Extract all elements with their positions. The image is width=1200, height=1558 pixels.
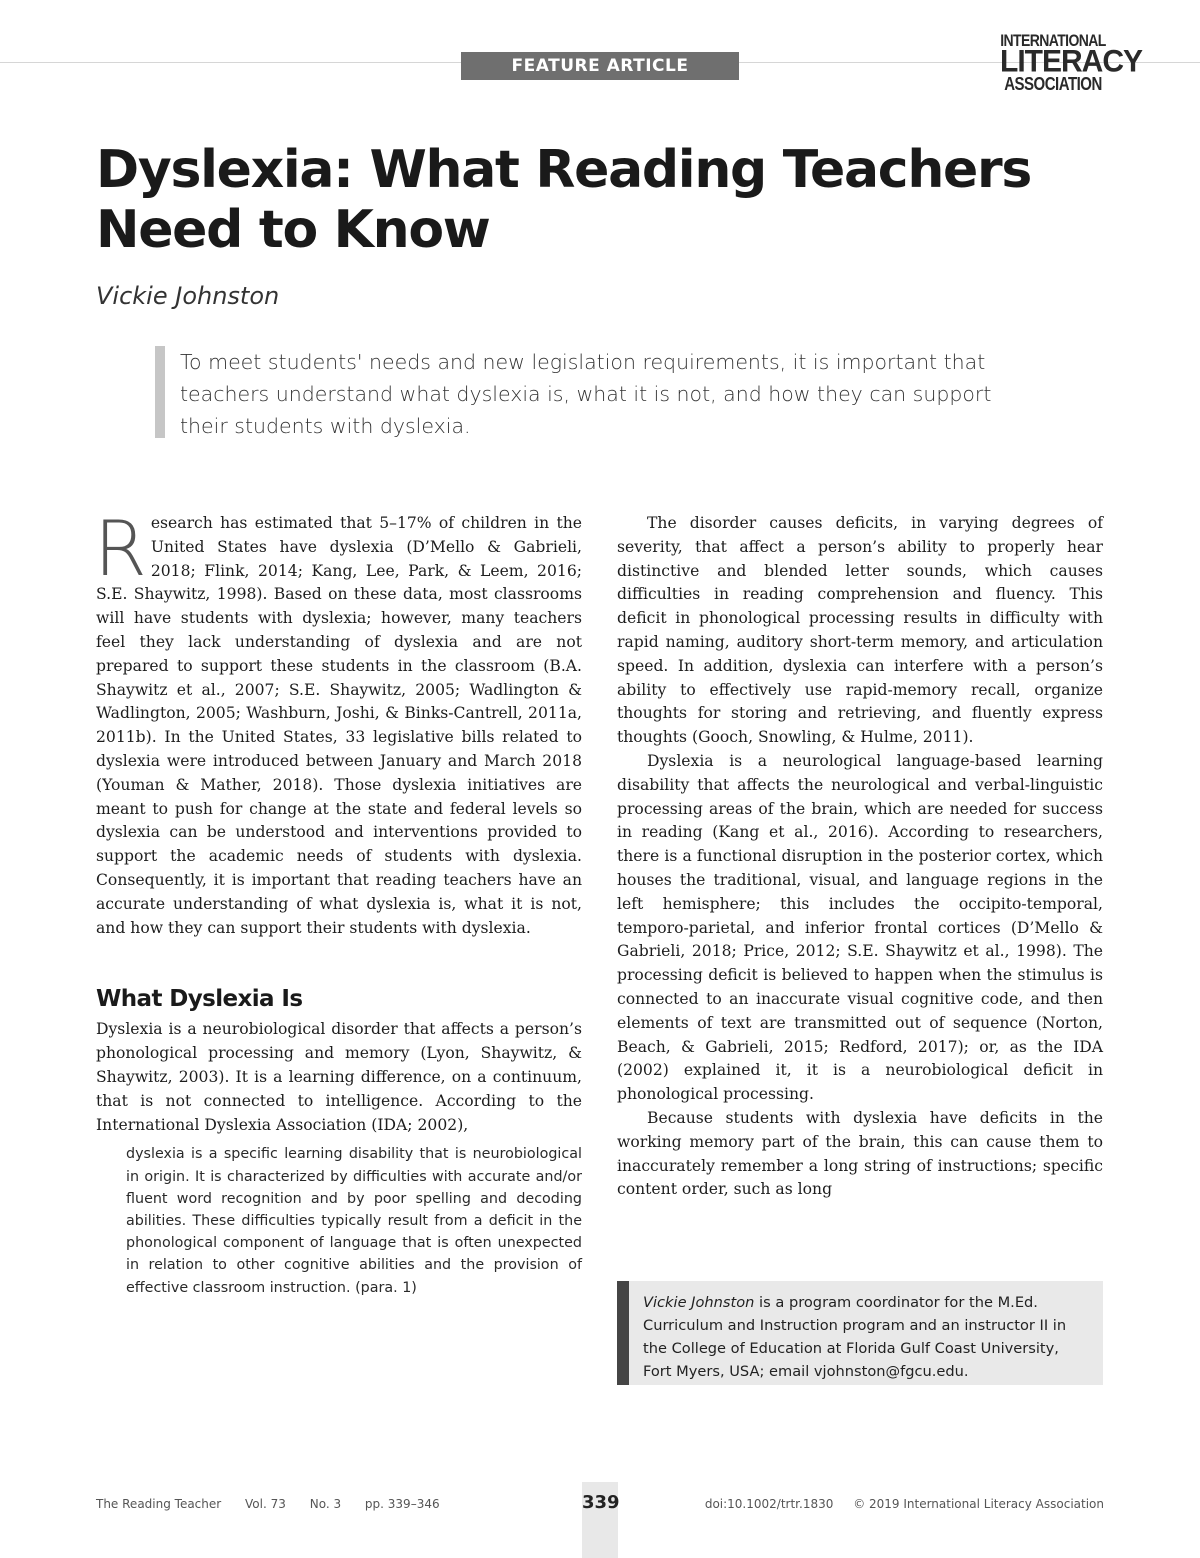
intro-paragraph	[94, 504, 582, 940]
section-heading-what-dyslexia-is: What Dyslexia Is	[96, 986, 303, 1013]
right-paragraph-2: Dyslexia is a neurological language-based learning disability that affects the neurological and verbal-linguistic processing areas of the brain, which are needed for success in reading (Kang et al., 2016). According to researchers, there is a functional disruption in the posterior cortex, which houses the traditional, visual, and language regions in the left hemisphere; this includes the occipito-temporal, temporo-parietal, and inferior frontal cortices (D’Mello & Gabrieli, 2018; Price, 2012; S.E. Shaywitz et al., 1998). The processing deficit is believed to happen when the stimulus is connected to an inaccurate visual cognitive code, and then elements of text are transmitted out of sequence (Norton, Beach, & Gabrieli, 2015; Redford, 2017); or, as the IDA (2002) explained it, it is a neurobiological deficit in phonological processing.	[617, 751, 1103, 1104]
feature-article-tag: FEATURE ARTICLE	[461, 52, 739, 80]
footer-pages: pp. 339–346	[364, 1497, 440, 1511]
ida-definition-quote: dyslexia is a specific learning disability that is neurobiological in origin. It is characterized by difficulties with accurate and/or fluent word recognition and by poor spelling and decoding abilities. These difficulties typically result from a deficit in the phonological component of language that is often unexpected in relation to other cognitive abilities and the provision of effective classroom instruction. (para. 1)	[126, 1146, 582, 1296]
right-paragraph-3: Because students with dyslexia have deficits in the working memory part of the brain, this can cause them to inaccurately remember a long string of instructions; specific content order, such as long	[617, 1108, 1103, 1199]
drop-cap: R	[94, 504, 147, 593]
footer-meta	[689, 1497, 1104, 1511]
article-author: Vickie Johnston	[96, 282, 280, 310]
bio-author-name: Vickie Johnston	[643, 1294, 755, 1311]
section-paragraph: Dyslexia is a neurobiological disorder that affects a person’s phonological processing and memory (Lyon, Shaywitz, & Shaywitz, 2003). It is a learning difference, on a continuum, that is not connected to intelligence. According to the International Dyslexia Association (IDA; 2002),	[96, 1020, 582, 1134]
logo-line-literacy: LITERACY	[1000, 44, 1142, 79]
footer-copyright: © 2019 International Literacy Association	[853, 1497, 1104, 1511]
logo-line-association: ASSOCIATION	[1004, 74, 1102, 95]
footer-doi: doi:10.1002/trtr.1830	[704, 1497, 834, 1511]
article-abstract: To meet students' needs and new legislation requirements, it is important that teachers understand what dyslexia is, what it is not, and how they can support their students with dyslexia.	[180, 350, 992, 438]
left-column	[94, 504, 582, 1299]
logo-line-international: INTERNATIONAL	[1000, 30, 1106, 50]
ila-logo	[1000, 30, 1142, 101]
abstract-accent-bar	[155, 346, 165, 438]
footer-citation	[96, 1497, 460, 1511]
right-paragraph-1: The disorder causes deficits, in varying degrees of severity, that affect a person’s ability to properly hear distinctive and blended letter sounds, which causes difficulties in reading comprehension and fluency. This deficit in phonological processing results in difficulty with rapid naming, auditory short-term memory, and articulation speed. In addition, dyslexia can interfere with a person’s ability to effectively use rapid-memory recall, organize thoughts for storing and retrieving, and fluently express thoughts (Gooch, Snowling, & Hulme, 2011).	[617, 514, 1103, 747]
intro-text: esearch has estimated that 5–17% of children in the United States have dyslexia (D’Mello & Gabrieli, 2018; Flink, 2014; Kang, Lee, Park, & Leem, 2016; S.E. Shaywitz, 1998). Based on these data, most classrooms will have students with dyslexia; however, many teachers feel they lack understanding of dyslexia and are not prepared to support these students in the classroom (B.A. Shaywitz et al., 2007; S.E. Shaywitz, 2005; Wadlington & Wadlington, 2005; Washburn, Joshi, & Binks-Cantrell, 2011a, 2011b). In the United States, 33 legislative bills related to dyslexia were introduced between January and March 2018 (Youman & Mather, 2018). Those dyslexia initiatives are meant to push for change at the state and federal levels so dyslexia can be understood and interventions provided to support the academic needs of students with dyslexia. Consequently, it is important that reading teachers have an accurate understanding of what dyslexia is, what it is not, and how they can support their students with dyslexia.	[96, 514, 582, 937]
right-column	[617, 512, 1103, 1202]
footer-volume: Vol. 73	[245, 1497, 286, 1511]
footer-issue: No. 3	[309, 1497, 342, 1511]
page-number: 339	[582, 1492, 620, 1513]
footer-journal: The Reading Teacher	[96, 1497, 222, 1511]
article-title: Dyslexia: What Reading Teachers Need to Know	[96, 140, 1032, 260]
bio-text: is a program coordinator for the M.Ed. Curriculum and Instruction program and an instructor II in the College of Education at Florida Gulf Coast University, Fort Myers, USA; email vjohnston@fgcu.edu.	[643, 1294, 1067, 1380]
author-bio-box	[617, 1281, 1103, 1385]
